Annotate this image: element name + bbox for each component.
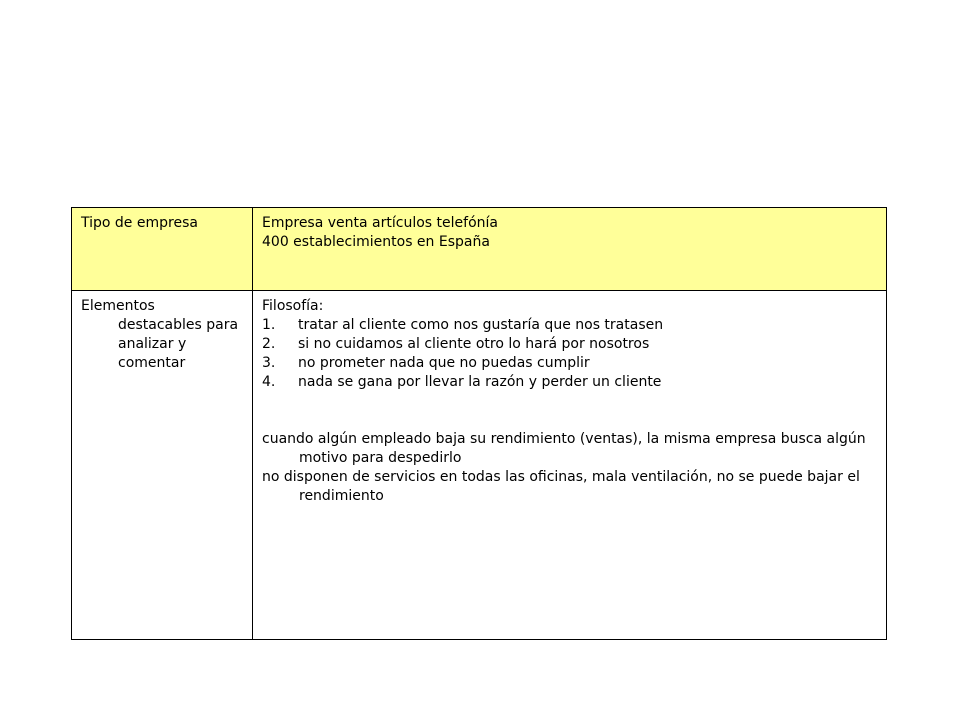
list-item-number: 4. — [262, 374, 276, 390]
list-item — [262, 354, 877, 373]
spacer — [262, 392, 877, 430]
list-item — [262, 373, 877, 392]
table-row-company-type — [72, 208, 886, 291]
list-item — [262, 335, 877, 354]
list-item-text: nada se gana por llevar la razón y perder un cliente — [298, 374, 662, 390]
list-item — [262, 316, 877, 335]
list-item-number: 3. — [262, 355, 276, 371]
company-type-line-2: 400 establecimientos en España — [262, 234, 490, 250]
philosophy-list — [262, 316, 877, 392]
table-row-elements — [72, 291, 886, 639]
company-type-value-cell — [253, 208, 886, 290]
elements-label: Elementos destacables para analizar y comentar — [81, 298, 239, 371]
company-type-line-1: Empresa venta artículos telefónía — [262, 215, 498, 231]
list-item-text: tratar al cliente como nos gustaría que nos tratasen — [298, 317, 664, 333]
list-item-number: 2. — [262, 336, 276, 352]
list-item-text: si no cuidamos al cliente otro lo hará por nosotros — [298, 336, 650, 352]
company-analysis-table — [71, 207, 887, 640]
observation-paragraph-2: no disponen de servicios en todas las oficinas, mala ventilación, no se puede bajar el rendimiento — [262, 469, 860, 504]
philosophy-heading: Filosofía: — [262, 298, 324, 314]
elements-label-cell — [72, 291, 253, 639]
observation-paragraph-1: cuando algún empleado baja su rendimiento (ventas), la misma empresa busca algún motivo para despedirlo — [262, 431, 866, 466]
company-type-label-cell — [72, 208, 253, 290]
list-item-number: 1. — [262, 317, 276, 333]
company-type-label: Tipo de empresa — [81, 215, 198, 231]
elements-value-cell — [253, 291, 886, 639]
list-item-text: no prometer nada que no puedas cumplir — [298, 355, 590, 371]
